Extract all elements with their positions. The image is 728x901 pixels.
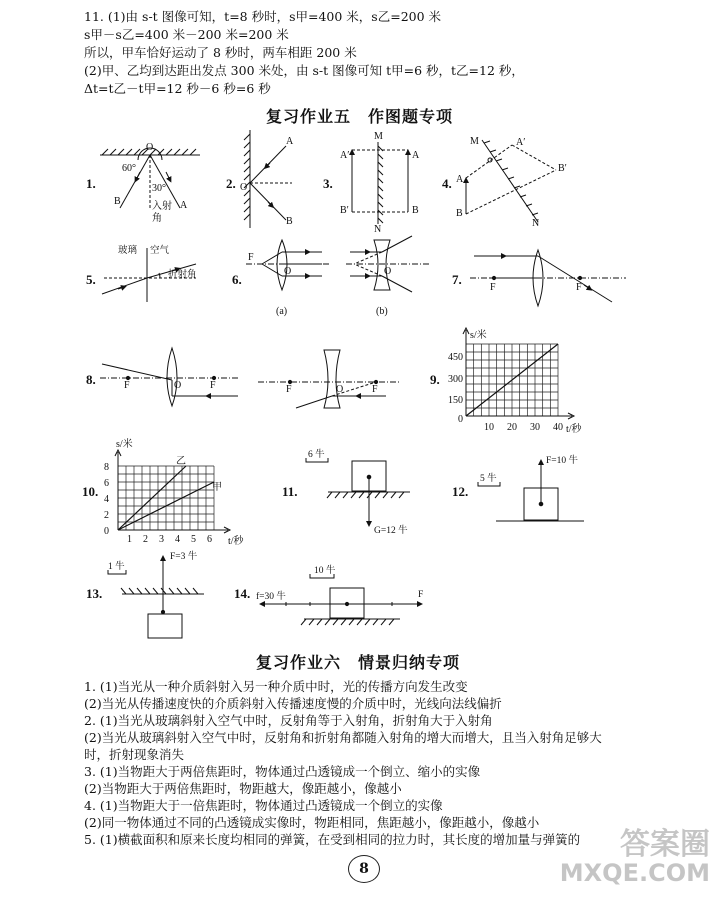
fig4-number: 4. (442, 176, 452, 191)
fig11-gravity-label: G=12 牛 (374, 526, 408, 536)
fig4-label-A: A (456, 174, 464, 185)
fig11-scale-label: 6 牛 (308, 450, 325, 460)
section6-line10: 5. (1)横截面积和原来长度均相同的弹簧，在受到相同的拉力时，其长度的增加量与弹簧的 (84, 832, 581, 847)
fig10-series-jia: 甲 (212, 482, 222, 493)
fig3-label-A-prime: A′ (340, 150, 350, 161)
fig2-label-O: O (240, 182, 248, 193)
fig12-scale-label: 5 牛 (480, 474, 497, 484)
fig8-label-F3: F (286, 384, 292, 395)
fig13-force-label: F=3 牛 (170, 552, 198, 562)
fig12-number: 12. (452, 484, 469, 499)
fig9-number: 9. (430, 372, 440, 387)
fig10-xlabel: t/秒 (228, 536, 244, 547)
fig3-label-N: N (374, 224, 382, 235)
answer11-line3: 所以，甲车恰好运动了 8 秒时，两车相距 200 米 (84, 45, 357, 60)
answer11-line4: (2)甲、乙均到达距出发点 300 米处，由 s-t 图像可知 t甲=6 秒，t乙=12 秒， (84, 63, 524, 78)
fig8-label-O1: O (174, 380, 182, 391)
watermark-top: 答案圈 (620, 827, 710, 862)
section6-line8: 4. (1)当物距大于一倍焦距时，物体通过凸透镜成一个倒立的实像 (84, 798, 443, 813)
fig14-scale-label: 10 牛 (314, 566, 336, 576)
fig9-origin: 0 (458, 414, 463, 425)
section6-title: 复习作业六 情景归纳专项 (256, 653, 461, 672)
fig6-number: 6. (232, 272, 242, 287)
section6-line9: (2)同一物体通过不同的凸透镜成实像时，物距相同，焦距越小，像距越小，像越小 (84, 815, 540, 830)
fig1-label-30: 30° (152, 183, 166, 194)
fig9-tick-10: 10 (484, 422, 494, 433)
fig6-caption-b: (b) (376, 306, 388, 317)
section6-line4: (2)当光从玻璃斜射入空气中时，反射角和折射角都随入射角的增大而增大，且当入射角足够大 (84, 730, 602, 745)
fig3-label-B-prime: B′ (340, 205, 349, 216)
fig1-label-incidence-1: 入射 (152, 201, 172, 212)
fig2-number: 2. (226, 176, 236, 191)
fig7-label-F-right: F (576, 282, 582, 293)
fig4-label-N: N (532, 218, 540, 229)
fig7-label-F-left: F (490, 282, 496, 293)
section6-line6: 3. (1)当物距大于两倍焦距时，物体通过凸透镜成一个倒立、缩小的实像 (84, 764, 481, 779)
answer11-line5: Δt=t乙－t甲=12 秒－6 秒=6 秒 (84, 81, 271, 96)
fig10-ylabel: s/米 (116, 439, 133, 450)
fig10-tick-8: 8 (104, 462, 109, 473)
fig4-label-A-prime: A′ (516, 137, 526, 148)
fig1-label-A: A (180, 200, 188, 211)
fig10-tick-x3: 3 (159, 534, 164, 545)
fig9-ylabel: s/米 (470, 330, 487, 341)
fig6-label-O-b: O (384, 266, 392, 277)
fig3-label-M: M (374, 131, 383, 142)
fig9-xlabel: t/秒 (566, 424, 582, 435)
fig13-scale-label: 1 牛 (108, 562, 125, 572)
fig6-label-F: F (248, 252, 254, 263)
section6-line3: 2. (1)当光从玻璃斜射入空气中时，反射角等于入射角，折射角大于入射角 (84, 713, 493, 728)
fig10-series-yi: 乙 (176, 456, 186, 467)
fig4-label-M: M (470, 136, 479, 147)
fig3-label-B: B (412, 205, 419, 216)
page-number: 8 (348, 855, 380, 883)
fig8-label-F1: F (124, 380, 130, 391)
watermark (554, 819, 714, 889)
fig13-number: 13. (86, 586, 103, 601)
fig10-tick-x2: 2 (143, 534, 148, 545)
fig10-tick-4: 4 (104, 494, 109, 505)
fig1-label-O: O (146, 142, 154, 153)
fig2-label-B: B (286, 216, 293, 227)
fig1-label-incidence-2: 角 (152, 213, 162, 224)
answer11-line1: 11. (1)由 s-t 图像可知，t=8 秒时，s甲=400 米，s乙=200 米 (84, 9, 442, 24)
fig6-label-O-a: O (284, 266, 292, 277)
fig5-label-glass: 玻璃 (118, 246, 138, 256)
fig6-caption-a: (a) (276, 306, 288, 317)
fig5-number: 5. (86, 272, 96, 287)
fig9-tick-30: 30 (530, 422, 540, 433)
fig8-label-F2: F (210, 380, 216, 391)
fig14-force-label: F (418, 590, 424, 600)
fig10-origin: 0 (104, 526, 109, 537)
fig3-number: 3. (323, 176, 333, 191)
fig11-number: 11. (282, 484, 298, 499)
section6-line5: 时，折射现象消失 (84, 747, 185, 762)
fig8-label-O2: O (336, 384, 344, 395)
fig1-label-60: 60° (122, 163, 136, 174)
section6-line7: (2)当物距大于两倍焦距时，物距越大，像距越小，像越小 (84, 781, 402, 796)
fig10-tick-x4: 4 (175, 534, 180, 545)
fig4-label-B-prime: B′ (558, 163, 567, 174)
fig9-tick-450: 450 (448, 352, 463, 363)
fig8-label-F4: F (372, 384, 378, 395)
fig10-tick-x6: 6 (207, 534, 212, 545)
fig10-tick-2: 2 (104, 510, 109, 521)
fig1-number: 1. (86, 176, 96, 191)
section5-title: 复习作业五 作图题专项 (266, 107, 454, 126)
fig4-label-B: B (456, 208, 463, 219)
answer11-line2: s甲－s乙=400 米－200 米=200 米 (84, 27, 289, 42)
fig5-label-air: 空气 (150, 246, 170, 256)
fig2-label-A: A (286, 136, 294, 147)
fig9-tick-300: 300 (448, 374, 463, 385)
fig10-tick-x1: 1 (127, 534, 132, 545)
fig14-friction-label: f=30 牛 (256, 592, 286, 602)
fig9-tick-20: 20 (507, 422, 517, 433)
fig3-label-A: A (412, 150, 420, 161)
fig9-tick-150: 150 (448, 395, 463, 406)
fig10-number: 10. (82, 484, 99, 499)
section6-line1: 1. (1)当光从一种介质斜射入另一种介质中时，光的传播方向发生改变 (84, 679, 468, 694)
fig10-tick-x5: 5 (191, 534, 196, 545)
fig9-tick-40: 40 (553, 422, 563, 433)
fig12-force-label: F=10 牛 (546, 456, 579, 466)
section6-line2: (2)当光从传播速度快的介质斜射入传播速度慢的介质中时，光线向法线偏折 (84, 696, 502, 711)
fig7-number: 7. (452, 272, 462, 287)
watermark-bottom: MXQE.COM (559, 859, 710, 887)
fig8-number: 8. (86, 372, 96, 387)
fig1-label-B: B (114, 196, 121, 207)
fig14-number: 14. (234, 586, 251, 601)
fig10-tick-6: 6 (104, 478, 109, 489)
fig5-label-refraction-angle: 折射角 (168, 270, 197, 280)
